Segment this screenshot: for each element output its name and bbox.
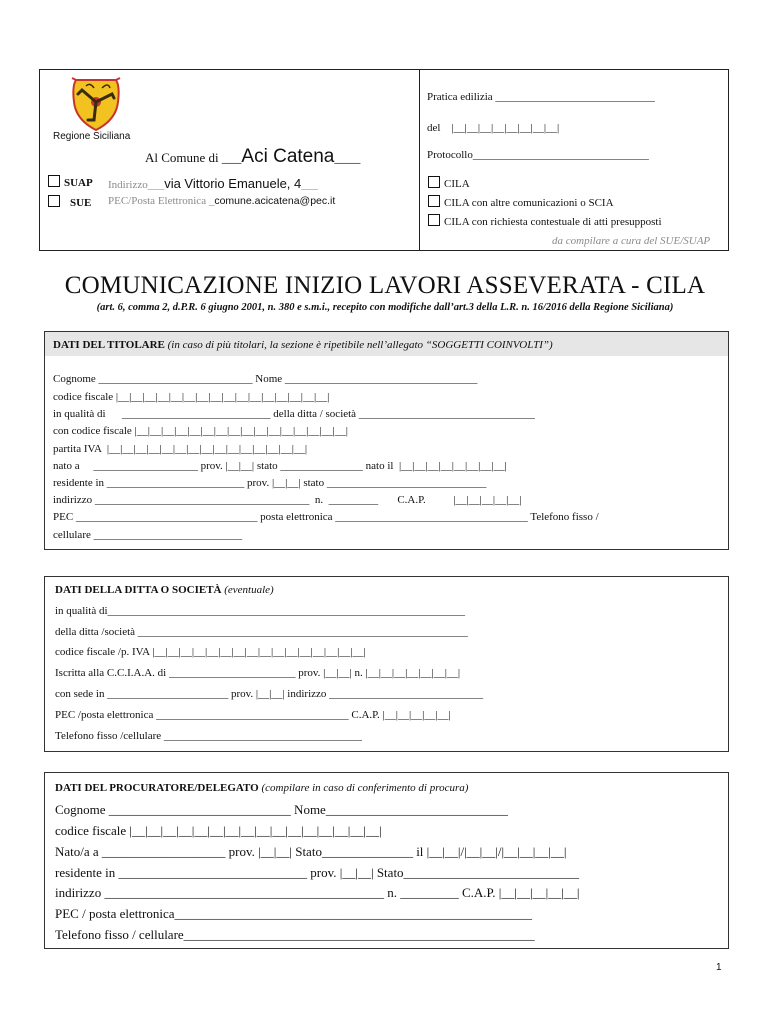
cila-option[interactable]	[428, 176, 470, 190]
titolare-cognome-nome[interactable]: Cognome ____________________________ Nome ___________________________________	[53, 373, 478, 385]
titolare-heading-note: (in caso di più titolari, la sezione è ripetibile nell’allegato “SOGGETTI COINVOLTI”)	[167, 339, 553, 351]
cila-checkbox[interactable]	[428, 176, 440, 188]
procuratore-heading-label: DATI DEL PROCURATORE/DELEGATO	[55, 782, 259, 794]
titolare-nascita[interactable]: nato a ___________________ prov. |__|__| stato _______________ nato il |__|__|__|__|__|__|__|__|	[53, 460, 507, 472]
ditta-cciaa[interactable]: Iscritta alla C.C.I.A.A. di _______________________ prov. |__|__| n. |__|__|__|__|__|__|__|	[55, 667, 461, 679]
titolare-heading	[53, 339, 553, 351]
procuratore-heading	[55, 782, 468, 794]
comune-value[interactable]: Aci Catena	[241, 146, 335, 167]
procuratore-pec[interactable]: PEC / posta elettronica_______________________________________________________	[55, 906, 533, 921]
ditta-heading-note: (eventuale)	[224, 584, 274, 596]
sue-option[interactable]	[48, 195, 91, 209]
document-title: COMUNICAZIONE INIZIO LAVORI ASSEVERATA - CILA	[64, 272, 706, 299]
comune-label: Al Comune di ___	[145, 150, 242, 165]
cila-atti-option[interactable]	[428, 214, 662, 228]
pec-value[interactable]: comune.acicatena@pec.it	[214, 195, 336, 207]
ditta-telefono[interactable]: Telefono fisso /cellulare ____________________________________	[55, 730, 362, 742]
protocollo-field[interactable]: Protocollo________________________________	[427, 149, 649, 161]
document-subtitle: (art. 6, comma 2, d.P.R. 6 giugno 2001, n. 380 e s.m.i., recepito con modifiche dall’art.3 della L.R. n. 16/2016 della Regione Siciliana)	[96, 302, 674, 313]
cila-scia-label: CILA con altre comunicazioni o SCIA	[444, 197, 614, 209]
indirizzo-trail: ___	[301, 179, 318, 191]
titolare-qualita-ditta[interactable]: in qualità di ___________________________ della ditta / società ________________________________	[53, 408, 535, 420]
suap-checkbox[interactable]	[48, 175, 60, 187]
header-divider	[419, 69, 420, 251]
ditta-section	[44, 576, 729, 752]
pec-line	[108, 195, 335, 207]
sue-label: SUE	[70, 197, 92, 209]
procuratore-residenza[interactable]: residente in _____________________________ prov. |__|__| Stato___________________________	[55, 865, 580, 880]
indirizzo-line	[108, 176, 318, 191]
indirizzo-label: Indirizzo___	[108, 179, 165, 191]
titolare-heading-label: DATI DEL TITOLARE	[53, 339, 165, 351]
ditta-nome[interactable]: della ditta /società ____________________________________________________________	[55, 626, 468, 638]
procuratore-section	[44, 772, 729, 949]
comune-line	[145, 146, 360, 168]
procuratore-nascita[interactable]: Nato/a a ___________________ prov. |__|__| Stato______________ il |__|__|/|__|__|/|__|__|__|__|	[55, 844, 567, 859]
pec-label: PEC/Posta Elettronica _	[108, 195, 215, 207]
suap-option[interactable]	[48, 175, 93, 189]
cila-scia-checkbox[interactable]	[428, 195, 440, 207]
titolare-partita-iva[interactable]: partita IVA |__|__|__|__|__|__|__|__|__|__|__|__|__|__|__|	[53, 443, 308, 455]
titolare-cellulare[interactable]: cellulare ___________________________	[53, 529, 243, 541]
procuratore-codice-fiscale[interactable]: codice fiscale |__|__|__|__|__|__|__|__|__|__|__|__|__|__|__|__|	[55, 823, 382, 838]
procuratore-indirizzo[interactable]: indirizzo ___________________________________________ n. _________ C.A.P. |__|__|__|__|__|	[55, 885, 580, 900]
del-date-field[interactable]: del |__|__|__|__|__|__|__|__|	[427, 122, 560, 134]
cila-label: CILA	[444, 178, 470, 190]
ditta-sede[interactable]: con sede in ______________________ prov. |__|__| indirizzo ____________________________	[55, 688, 484, 700]
cila-atti-checkbox[interactable]	[428, 214, 440, 226]
titolare-pec-email[interactable]: PEC _________________________________ posta elettronica ___________________________________ Telefono fisso /	[53, 511, 599, 523]
titolare-indirizzo[interactable]: indirizzo _______________________________________ n. _________ C.A.P. |__|__|__|__|__|	[53, 494, 522, 506]
ditta-heading-label: DATI DELLA DITTA O SOCIETÀ	[55, 584, 222, 596]
procuratore-heading-note: (compilare in caso di conferimento di procura)	[261, 782, 469, 794]
procuratore-telefono[interactable]: Telefono fisso / cellulare______________________________________________________	[55, 927, 535, 942]
region-name: Regione Siciliana	[53, 131, 131, 142]
suap-label: SUAP	[64, 177, 93, 189]
cila-scia-option[interactable]	[428, 195, 614, 209]
pratica-edilizia-field[interactable]: Pratica edilizia _____________________________	[427, 91, 655, 103]
page-number: 1	[716, 962, 722, 973]
titolare-ditta-cf[interactable]: con codice fiscale |__|__|__|__|__|__|__|__|__|__|__|__|__|__|__|__|	[53, 425, 348, 437]
sue-checkbox[interactable]	[48, 195, 60, 207]
trinacria-emblem-icon	[68, 76, 124, 132]
regione-siciliana-logo	[68, 76, 124, 132]
titolare-codice-fiscale[interactable]: codice fiscale |__|__|__|__|__|__|__|__|__|__|__|__|__|__|__|__|	[53, 391, 330, 403]
titolare-residenza[interactable]: residente in _________________________ prov. |__|__| stato _____________________________	[53, 477, 487, 489]
ditta-pec-cap[interactable]: PEC /posta elettronica ___________________________________ C.A.P. |__|__|__|__|__|	[55, 709, 451, 721]
ditta-cf-piva[interactable]: codice fiscale /p. IVA |__|__|__|__|__|__|__|__|__|__|__|__|__|__|__|__|	[55, 646, 366, 658]
sue-suap-note: da compilare a cura del SUE/SUAP	[552, 235, 711, 247]
indirizzo-value[interactable]: via Vittorio Emanuele, 4	[164, 176, 302, 191]
comune-trail: ____	[334, 150, 361, 165]
procuratore-cognome-nome[interactable]: Cognome ____________________________ Nome____________________________	[55, 802, 508, 817]
cila-atti-label: CILA con richiesta contestuale di atti presupposti	[444, 216, 662, 228]
ditta-qualita[interactable]: in qualità di_________________________________________________________________	[55, 605, 466, 617]
ditta-heading	[55, 584, 274, 596]
